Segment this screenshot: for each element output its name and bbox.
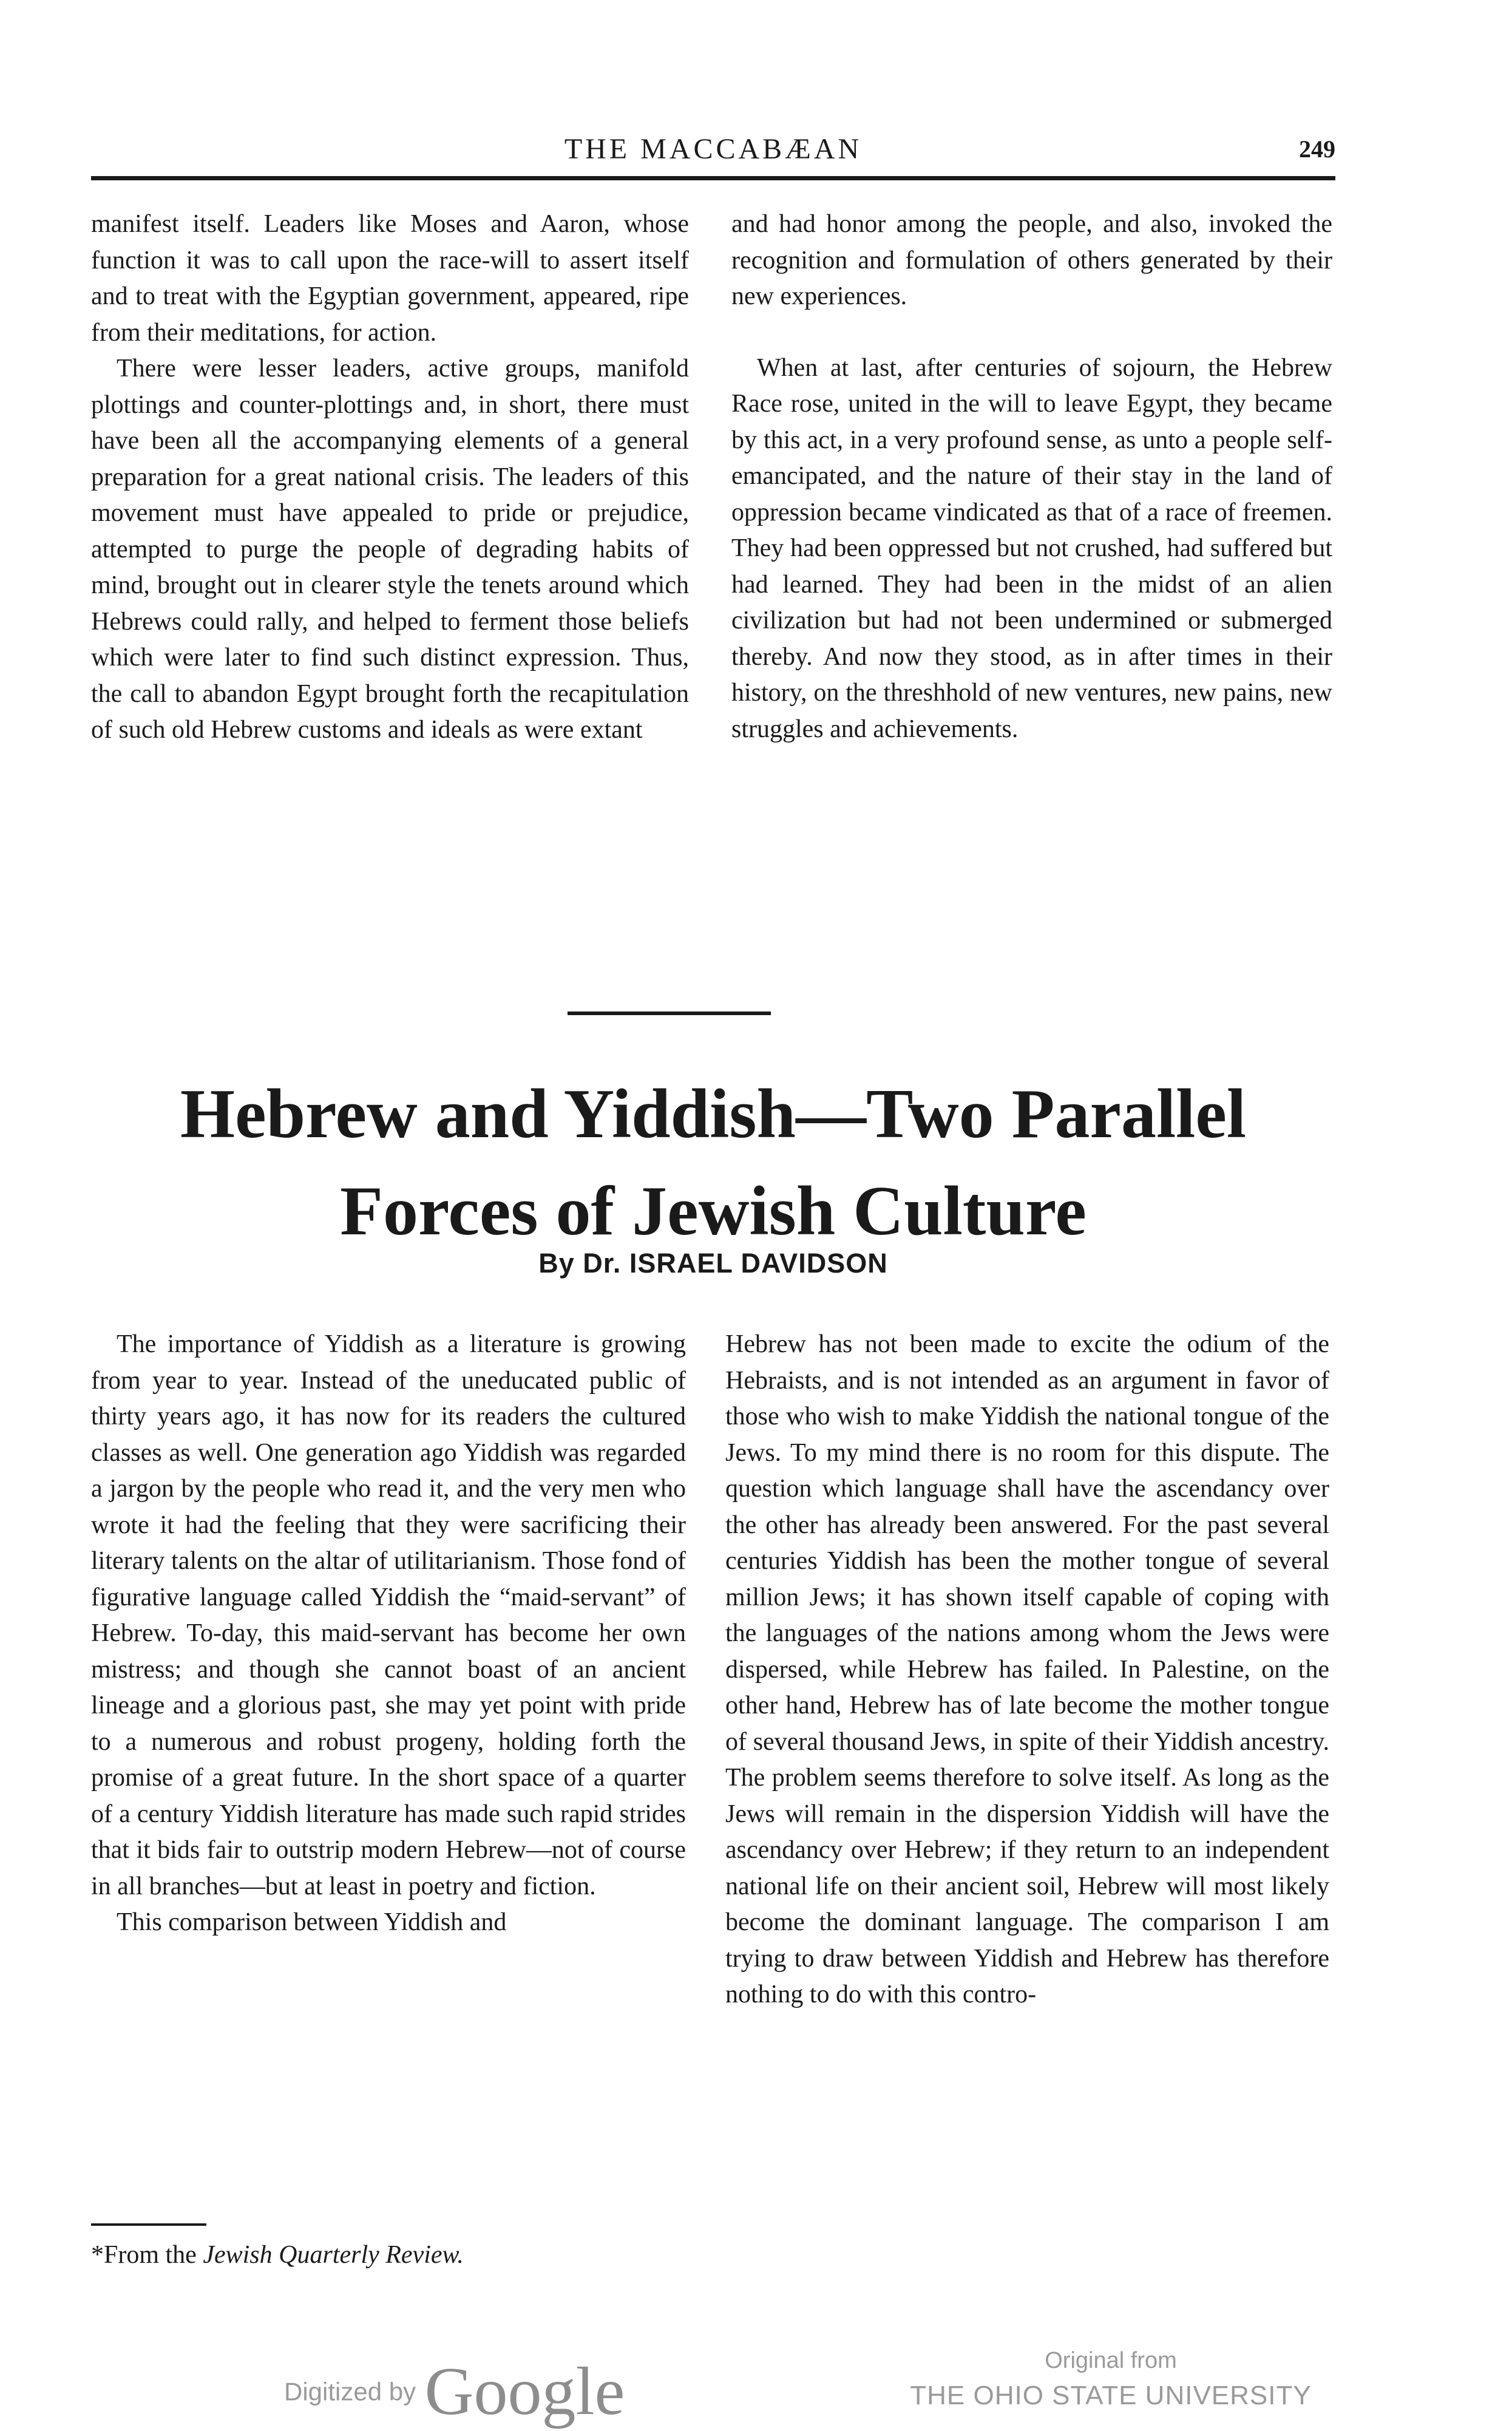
- paragraph: The importance of Yiddish as a literature is growing from year to year. Instead of the uneducated public of thirty years ago, it has now for its readers the cultured classes as well. One generation ago Yiddish was regarded a jargon by the people who read it, and the very men who wrote it had the feeling that they were sacrificing their literary talents on the altar of utilitarianism. Those fond of figurative language called Yiddish the “maid-servant” of Hebrew. To-day, this maid-servant has become her own mistress; and though she cannot boast of an ancient lineage and a glorious past, she may yet point with pride to a numerous and robust progeny, holding forth the promise of a great future. In the short space of a quarter of a century Yiddish literature has made such rapid strides that it bids fair to outstrip modern Hebrew—not of course in all branches—but at least in poetry and fiction.: [91, 1330, 686, 1900]
- continued-text-right-column: [731, 206, 1332, 747]
- article-title: [91, 1066, 1335, 1260]
- digitized-label: Digitized by: [284, 2377, 416, 2406]
- section-separator-rule: [568, 1011, 771, 1015]
- paragraph: manifest itself. Leaders like Moses and Aaron, whose function it was to call upon the race-will to assert itself and to treat with the Egyptian government, appeared, ripe from their meditations, for action.: [91, 210, 689, 347]
- article-title-line-1: Hebrew and Yiddish—Two Parallel: [180, 1075, 1247, 1153]
- paragraph: This comparison between Yiddish and: [117, 1908, 507, 1936]
- original-from-label: Original from: [1045, 2348, 1177, 2373]
- paragraph: When at last, after centuries of sojourn, the Hebrew Race rose, united in the will to leave Egypt, they became by this act, in a very profound sense, as unto a people self-emancipated, and the nature of their stay in the land of oppression became vindicated as that of a race of freemen. They had been oppressed but not crushed, had suffered but had learned. They had been in the midst of an alien civilization but had not been undermined or submerged thereby. And now they stood, as in after times in their history, on the threshhold of new ventures, new pains, new struggles and achievements.: [731, 353, 1332, 743]
- paragraph: and had honor among the people, and also, invoked the recognition and formulation of others generated by their new experiences.: [731, 210, 1332, 310]
- running-title: THE MACCABÆAN: [564, 133, 863, 165]
- article-left-column: [91, 1327, 686, 1941]
- article-byline: By Dr. ISRAEL DAVIDSON: [538, 1248, 888, 1279]
- original-from-watermark: [847, 2344, 1375, 2414]
- article-right-column: [725, 1327, 1329, 2013]
- article-title-line-2: Forces of Jewish Culture: [340, 1172, 1087, 1250]
- page-header: [91, 132, 1335, 175]
- header-rule: [91, 176, 1335, 180]
- google-logo: Google: [424, 2354, 625, 2429]
- continued-text-left-column: [91, 206, 689, 749]
- footnote: [91, 2240, 686, 2270]
- footnote-marker: *From the: [91, 2241, 203, 2269]
- footnote-rule: [91, 2223, 206, 2226]
- digitized-by-watermark: [284, 2353, 625, 2429]
- page-number: 249: [1299, 135, 1335, 163]
- footnote-source: Jewish Quarterly Review.: [203, 2241, 464, 2269]
- original-institution: THE OHIO STATE UNIVERSITY: [910, 2381, 1312, 2410]
- paragraph: There were lesser leaders, active groups, manifold plottings and counter-plottings and, in short, there must have been all the accompanying elements of a general preparation for a great national crisis. The leaders of this movement must have appealed to pride or prejudice, attempted to purge the people of degrading habits of mind, brought out in clearer style the tenets around which Hebrews could rally, and helped to ferment those beliefs which were later to find such distinct expression. Thus, the call to abandon Egypt brought forth the recapitulation of such old Hebrew customs and ideals as were extant: [91, 355, 689, 744]
- paragraph: Hebrew has not been made to excite the odium of the Hebraists, and is not intended as an argument in favor of those who wish to make Yiddish the national tongue of the Jews. To my mind there is no room for this dispute. The question which language shall have the ascendancy over the other has already been answered. For the past several centuries Yiddish has been the mother tongue of several million Jews; it has shown itself capable of coping with the languages of the nations among whom the Jews were dispersed, while Hebrew has failed. In Palestine, on the other hand, Hebrew has of late become the mother tongue of several thousand Jews, in spite of their Yiddish ancestry. The problem seems therefore to solve itself. As long as the Jews will remain in the dispersion Yiddish will have the ascendancy over Hebrew; if they return to an independent national life on their ancient soil, Hebrew will most likely become the dominant language. The comparison I am trying to draw between Yiddish and Hebrew has therefore nothing to do with this contro-: [725, 1330, 1329, 2008]
